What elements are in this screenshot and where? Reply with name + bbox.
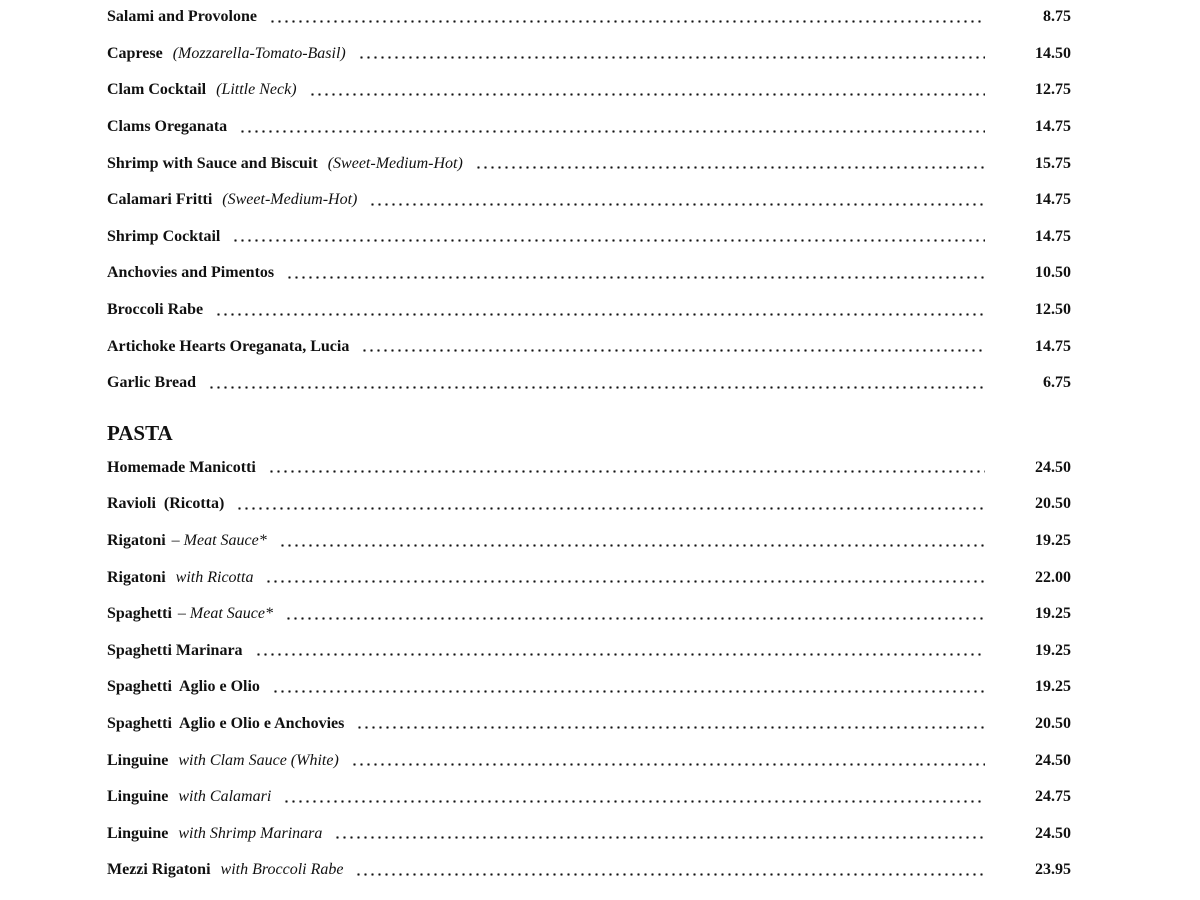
menu-item [107, 72, 1070, 109]
item-name: Anchovies and Pimentos [107, 264, 275, 282]
menu-item [107, 328, 1070, 365]
dot-leader [369, 203, 985, 206]
menu-item [107, 852, 1070, 889]
menu-item [107, 486, 1070, 523]
item-name: Linguine [107, 751, 169, 769]
menu-page [107, 0, 1070, 889]
menu-item [107, 450, 1070, 487]
menu-item [107, 365, 1070, 402]
menu-item [107, 596, 1070, 633]
dot-leader [272, 690, 985, 693]
item-name: Spaghetti Marinara [107, 641, 243, 659]
item-price: 14.75 [1035, 118, 1071, 136]
menu-item [107, 706, 1070, 743]
menu-item [107, 0, 1070, 36]
dot-leader [358, 56, 985, 59]
item-description: with Broccoli Rabe [220, 861, 344, 879]
menu-item [107, 292, 1070, 329]
dot-leader [475, 166, 985, 169]
menu-item [107, 145, 1070, 182]
item-price: 19.25 [1035, 641, 1071, 659]
menu-item [107, 559, 1070, 596]
item-price: 24.75 [1035, 788, 1071, 806]
item-price: 14.75 [1035, 227, 1071, 245]
dot-leader [236, 507, 985, 510]
menu-item [107, 633, 1070, 670]
menu-item [107, 669, 1070, 706]
item-price: 20.50 [1035, 714, 1071, 732]
item-name: Calamari Fritti [107, 191, 213, 209]
item-name: Rigatoni [107, 532, 166, 550]
item-name: Ravioli (Ricotta) [107, 495, 225, 513]
item-price: 24.50 [1035, 824, 1071, 842]
item-description: (Sweet-Medium-Hot) [222, 191, 358, 209]
dot-leader [283, 800, 985, 803]
dot-leader [355, 873, 985, 876]
item-description: (Mozzarella-Tomato-Basil) [172, 44, 346, 62]
dot-leader [356, 726, 985, 729]
item-name: Shrimp with Sauce and Biscuit [107, 154, 318, 172]
item-name: Spaghetti [107, 605, 172, 623]
dot-leader [265, 580, 985, 583]
item-price: 20.50 [1035, 495, 1071, 513]
item-price: 19.25 [1035, 678, 1071, 696]
item-name: Linguine [107, 788, 169, 806]
dot-leader [309, 93, 985, 96]
menu-item [107, 36, 1070, 73]
item-name: Shrimp Cocktail [107, 227, 221, 245]
item-description: with Ricotta [175, 568, 254, 586]
item-price: 12.50 [1035, 301, 1071, 319]
item-price: 24.50 [1035, 458, 1071, 476]
item-name: Homemade Manicotti [107, 458, 256, 476]
menu-item [107, 815, 1070, 852]
dot-leader [351, 763, 985, 766]
menu-item [107, 255, 1070, 292]
item-price: 14.75 [1035, 337, 1071, 355]
dot-leader [215, 313, 985, 316]
item-name: Clam Cocktail [107, 81, 207, 99]
menu-item [107, 109, 1070, 146]
menu-item [107, 523, 1070, 560]
menu-item [107, 182, 1070, 219]
dot-leader [239, 130, 985, 133]
dot-leader [361, 349, 985, 352]
item-price: 6.75 [1043, 374, 1071, 392]
item-price: 22.00 [1035, 568, 1071, 586]
item-name: Rigatoni [107, 568, 166, 586]
appetizers-section [107, 0, 1070, 402]
section-heading: PASTA [107, 420, 173, 445]
menu-item [107, 742, 1070, 779]
dot-leader [232, 239, 985, 242]
item-price: 15.75 [1035, 154, 1071, 172]
item-name: Broccoli Rabe [107, 301, 204, 319]
dot-leader [208, 386, 985, 389]
item-price: 14.75 [1035, 191, 1071, 209]
item-description: (Little Neck) [216, 81, 297, 99]
item-price: 8.75 [1043, 8, 1071, 26]
item-description: with Calamari [178, 788, 272, 806]
item-price: 12.75 [1035, 81, 1071, 99]
item-name: Spaghetti Aglio e Olio e Anchovies [107, 714, 345, 732]
dot-leader [279, 544, 985, 547]
dot-leader [268, 470, 985, 473]
pasta-section [107, 406, 1070, 889]
item-price: 19.25 [1035, 532, 1071, 550]
item-price: 14.50 [1035, 44, 1071, 62]
item-price: 10.50 [1035, 264, 1071, 282]
menu-item [107, 219, 1070, 256]
item-price: 19.25 [1035, 605, 1071, 623]
item-price: 23.95 [1035, 861, 1071, 879]
item-description: with Shrimp Marinara [178, 824, 323, 842]
item-description: – Meat Sauce* [177, 605, 273, 623]
dot-leader [255, 653, 985, 656]
item-name: Mezzi Rigatoni [107, 861, 211, 879]
item-description: (Sweet-Medium-Hot) [327, 154, 463, 172]
item-name: Garlic Bread [107, 374, 197, 392]
item-name: Salami and Provolone [107, 8, 257, 26]
menu-item [107, 779, 1070, 816]
item-name: Caprese [107, 44, 163, 62]
dot-leader [334, 836, 985, 839]
dot-leader [285, 617, 985, 620]
item-price: 24.50 [1035, 751, 1071, 769]
item-description: with Clam Sauce (White) [178, 751, 339, 769]
item-name: Clams Oreganata [107, 118, 228, 136]
item-description: – Meat Sauce* [171, 532, 267, 550]
item-name: Spaghetti Aglio e Olio [107, 678, 260, 696]
dot-leader [286, 276, 985, 279]
dot-leader [269, 20, 985, 23]
item-name: Artichoke Hearts Oreganata, Lucia [107, 337, 350, 355]
item-name: Linguine [107, 824, 169, 842]
